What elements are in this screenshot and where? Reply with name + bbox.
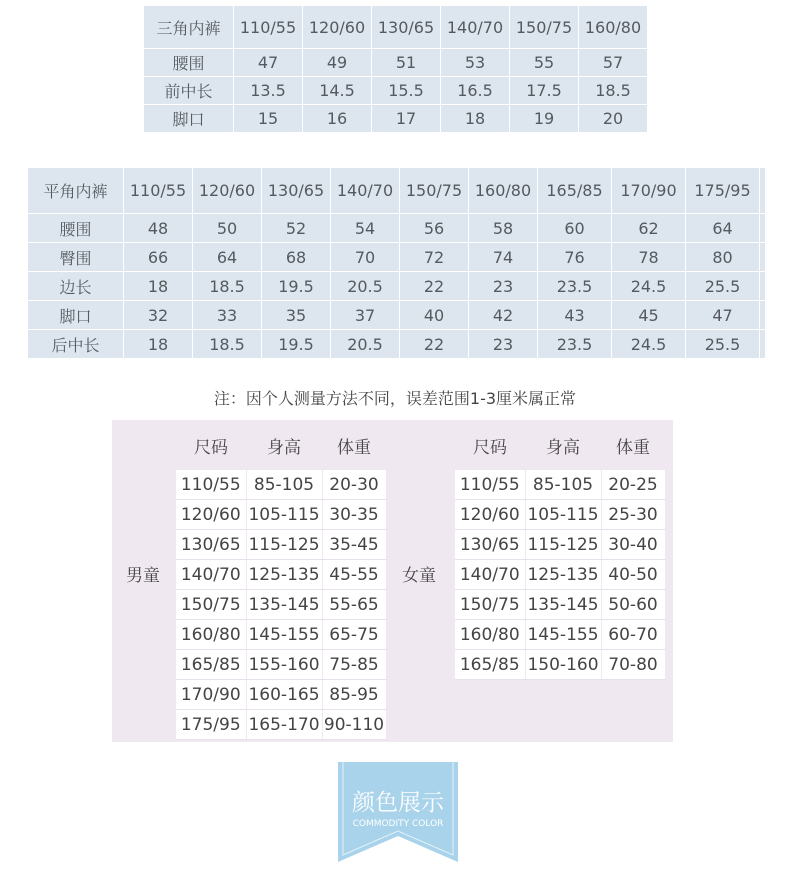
table-row — [176, 560, 386, 590]
height-cell: 105-115 — [246, 500, 322, 530]
table-cell: 37 — [331, 301, 400, 330]
table-cell: 18 — [441, 105, 510, 133]
table-row — [455, 530, 665, 560]
size-cell: 110/55 — [176, 470, 246, 500]
table-cell: 49 — [303, 49, 372, 77]
row-label: 腰围 — [144, 49, 234, 77]
table-cell: 20.5 — [331, 272, 400, 301]
triangle-header-row — [144, 6, 648, 49]
weight-cell: 45-55 — [322, 560, 386, 590]
table-header-cell: 140/70 — [441, 6, 510, 49]
table-cell: 55 — [510, 49, 579, 77]
table-cell: 19 — [510, 105, 579, 133]
height-cell: 150-160 — [525, 650, 601, 680]
size-cell: 130/65 — [176, 530, 246, 560]
size-cell: 120/60 — [176, 500, 246, 530]
size-cell: 175/95 — [176, 710, 246, 740]
size-cell: 150/75 — [455, 590, 525, 620]
column-header: 尺码 — [473, 437, 507, 458]
table-cell: 19.5 — [262, 330, 331, 359]
boxer-header-row — [28, 168, 766, 214]
size-cell: 150/75 — [176, 590, 246, 620]
table-cell: 74 — [469, 243, 538, 272]
boys-size-table — [176, 420, 387, 740]
table-cell: 56 — [400, 214, 469, 243]
table-row — [28, 330, 766, 359]
row-label: 边长 — [28, 272, 124, 301]
weight-cell: 70-80 — [601, 650, 665, 680]
size-cell: 160/80 — [455, 620, 525, 650]
table-cell: 57 — [579, 49, 648, 77]
size-cell: 110/55 — [455, 470, 525, 500]
table-header-cell: 140/70 — [331, 168, 400, 214]
table-header-cell: 110/55 — [234, 6, 303, 49]
table-header-cell: 150/75 — [510, 6, 579, 49]
table-cell: 48 — [124, 214, 193, 243]
boys-label: 男童 — [126, 566, 160, 586]
boxer-size-table — [27, 167, 766, 359]
table-cell: 17 — [372, 105, 441, 133]
table-cell: 70 — [331, 243, 400, 272]
table-cell: 25.5 — [686, 272, 760, 301]
weight-cell: 30-35 — [322, 500, 386, 530]
row-label: 前中长 — [144, 77, 234, 105]
table-row — [455, 650, 665, 680]
table-header-cell: 170/90 — [612, 168, 686, 214]
table-cell: 47 — [234, 49, 303, 77]
table-cell: 47 — [686, 301, 760, 330]
girls-size-group — [455, 420, 666, 680]
row-label: 腰围 — [28, 214, 124, 243]
size-cell: 160/80 — [176, 620, 246, 650]
table-row — [176, 590, 386, 620]
table-cell: 33 — [193, 301, 262, 330]
column-header: 身高 — [267, 437, 301, 458]
table-edge-cell — [760, 330, 766, 359]
size-cell: 140/70 — [176, 560, 246, 590]
height-cell: 105-115 — [525, 500, 601, 530]
table-row — [176, 500, 386, 530]
table-row — [455, 560, 665, 590]
size-cell: 140/70 — [455, 560, 525, 590]
table-cell: 24.5 — [612, 272, 686, 301]
girls-label: 女童 — [402, 566, 436, 586]
height-cell: 125-135 — [246, 560, 322, 590]
column-header: 尺码 — [194, 437, 228, 458]
table-cell: 16 — [303, 105, 372, 133]
height-cell: 115-125 — [525, 530, 601, 560]
table-cell: 60 — [538, 214, 612, 243]
column-header: 体重 — [337, 437, 371, 458]
table-header-cell: 130/65 — [372, 6, 441, 49]
weight-cell: 75-85 — [322, 650, 386, 680]
height-cell: 135-145 — [246, 590, 322, 620]
table-header-cell: 120/60 — [303, 6, 372, 49]
weight-cell: 65-75 — [322, 620, 386, 650]
height-cell: 145-155 — [246, 620, 322, 650]
table-edge-cell — [760, 301, 766, 330]
table-header-cell: 150/75 — [400, 168, 469, 214]
triangle-size-table — [143, 5, 648, 133]
table-row — [144, 49, 648, 77]
table-row — [176, 710, 386, 740]
table-cell: 22 — [400, 272, 469, 301]
girls-header-row — [455, 420, 665, 470]
row-label: 后中长 — [28, 330, 124, 359]
table-cell: 25.5 — [686, 330, 760, 359]
size-cell: 165/85 — [455, 650, 525, 680]
table-row — [28, 214, 766, 243]
height-cell: 145-155 — [525, 620, 601, 650]
row-label: 脚口 — [28, 301, 124, 330]
table-cell: 23.5 — [538, 330, 612, 359]
height-cell: 155-160 — [246, 650, 322, 680]
height-cell: 160-165 — [246, 680, 322, 710]
table-header-cell: 110/55 — [124, 168, 193, 214]
table-header-cell: 165/85 — [538, 168, 612, 214]
table-cell: 18.5 — [193, 330, 262, 359]
table-row — [176, 620, 386, 650]
weight-cell: 40-50 — [601, 560, 665, 590]
weight-cell: 25-30 — [601, 500, 665, 530]
table-cell: 24.5 — [612, 330, 686, 359]
banner-subtitle: COMMODITY COLOR — [352, 819, 444, 829]
table-header-cell: 120/60 — [193, 168, 262, 214]
table-row — [28, 272, 766, 301]
weight-cell: 60-70 — [601, 620, 665, 650]
table-cell: 78 — [612, 243, 686, 272]
table-cell: 42 — [469, 301, 538, 330]
table-row — [176, 650, 386, 680]
height-cell: 85-105 — [246, 470, 322, 500]
table-cell: 14.5 — [303, 77, 372, 105]
height-weight-chart — [112, 420, 673, 742]
color-display-banner — [338, 762, 458, 866]
table-cell: 32 — [124, 301, 193, 330]
table-edge-cell — [760, 272, 766, 301]
table-cell: 58 — [469, 214, 538, 243]
size-cell: 120/60 — [455, 500, 525, 530]
weight-cell: 20-25 — [601, 470, 665, 500]
table-cell: 76 — [538, 243, 612, 272]
table-cell: 15 — [234, 105, 303, 133]
table-cell: 53 — [441, 49, 510, 77]
table-cell: 43 — [538, 301, 612, 330]
table-row — [144, 77, 648, 105]
weight-cell: 85-95 — [322, 680, 386, 710]
table-cell: 23 — [469, 272, 538, 301]
table-cell: 68 — [262, 243, 331, 272]
table-cell: 22 — [400, 330, 469, 359]
column-header: 身高 — [546, 437, 580, 458]
table-cell: 15.5 — [372, 77, 441, 105]
table-cell: 62 — [612, 214, 686, 243]
table-cell: 40 — [400, 301, 469, 330]
table-row — [176, 680, 386, 710]
table-cell: 50 — [193, 214, 262, 243]
size-cell: 170/90 — [176, 680, 246, 710]
table-cell: 52 — [262, 214, 331, 243]
height-cell: 165-170 — [246, 710, 322, 740]
table-header-cell: 130/65 — [262, 168, 331, 214]
height-cell: 135-145 — [525, 590, 601, 620]
row-label: 臀围 — [28, 243, 124, 272]
table-header-cell: 三角内裤 — [144, 6, 234, 49]
table-edge-cell — [760, 243, 766, 272]
table-cell: 72 — [400, 243, 469, 272]
weight-cell: 35-45 — [322, 530, 386, 560]
table-cell: 18.5 — [193, 272, 262, 301]
size-cell: 130/65 — [455, 530, 525, 560]
table-header-cell: 160/80 — [579, 6, 648, 49]
table-row — [28, 301, 766, 330]
table-row — [455, 470, 665, 500]
boys-size-group — [176, 420, 387, 740]
table-cell: 54 — [331, 214, 400, 243]
height-cell: 85-105 — [525, 470, 601, 500]
weight-cell: 30-40 — [601, 530, 665, 560]
girls-size-table — [455, 420, 666, 680]
boys-header-row — [176, 420, 386, 470]
row-label: 脚口 — [144, 105, 234, 133]
table-row — [144, 105, 648, 133]
table-cell: 45 — [612, 301, 686, 330]
table-edge-cell — [760, 214, 766, 243]
table-cell: 80 — [686, 243, 760, 272]
table-cell: 64 — [193, 243, 262, 272]
table-cell: 20.5 — [331, 330, 400, 359]
table-cell: 16.5 — [441, 77, 510, 105]
table-cell: 13.5 — [234, 77, 303, 105]
table-cell: 18 — [124, 330, 193, 359]
weight-cell: 20-30 — [322, 470, 386, 500]
table-cell: 23 — [469, 330, 538, 359]
table-cell: 18.5 — [579, 77, 648, 105]
table-header-cell: 175/95 — [686, 168, 760, 214]
size-cell: 165/85 — [176, 650, 246, 680]
weight-cell: 55-65 — [322, 590, 386, 620]
table-cell: 35 — [262, 301, 331, 330]
banner-title: 颜色展示 — [352, 790, 444, 816]
table-row — [176, 530, 386, 560]
table-row — [455, 500, 665, 530]
height-cell: 115-125 — [246, 530, 322, 560]
table-cell: 19.5 — [262, 272, 331, 301]
height-cell: 125-135 — [525, 560, 601, 590]
table-cell: 23.5 — [538, 272, 612, 301]
table-row — [28, 243, 766, 272]
weight-cell: 90-110 — [322, 710, 386, 740]
table-cell: 17.5 — [510, 77, 579, 105]
table-cell: 51 — [372, 49, 441, 77]
table-row — [455, 620, 665, 650]
table-cell: 64 — [686, 214, 760, 243]
table-row — [455, 590, 665, 620]
table-edge-cell — [760, 168, 766, 214]
table-cell: 20 — [579, 105, 648, 133]
column-header: 体重 — [616, 437, 650, 458]
weight-cell: 50-60 — [601, 590, 665, 620]
table-header-cell: 160/80 — [469, 168, 538, 214]
measurement-note: 注：因个人测量方法不同，误差范围1-3厘米属正常 — [213, 389, 577, 408]
table-row — [176, 470, 386, 500]
table-cell: 66 — [124, 243, 193, 272]
table-header-cell: 平角内裤 — [28, 168, 124, 214]
table-cell: 18 — [124, 272, 193, 301]
